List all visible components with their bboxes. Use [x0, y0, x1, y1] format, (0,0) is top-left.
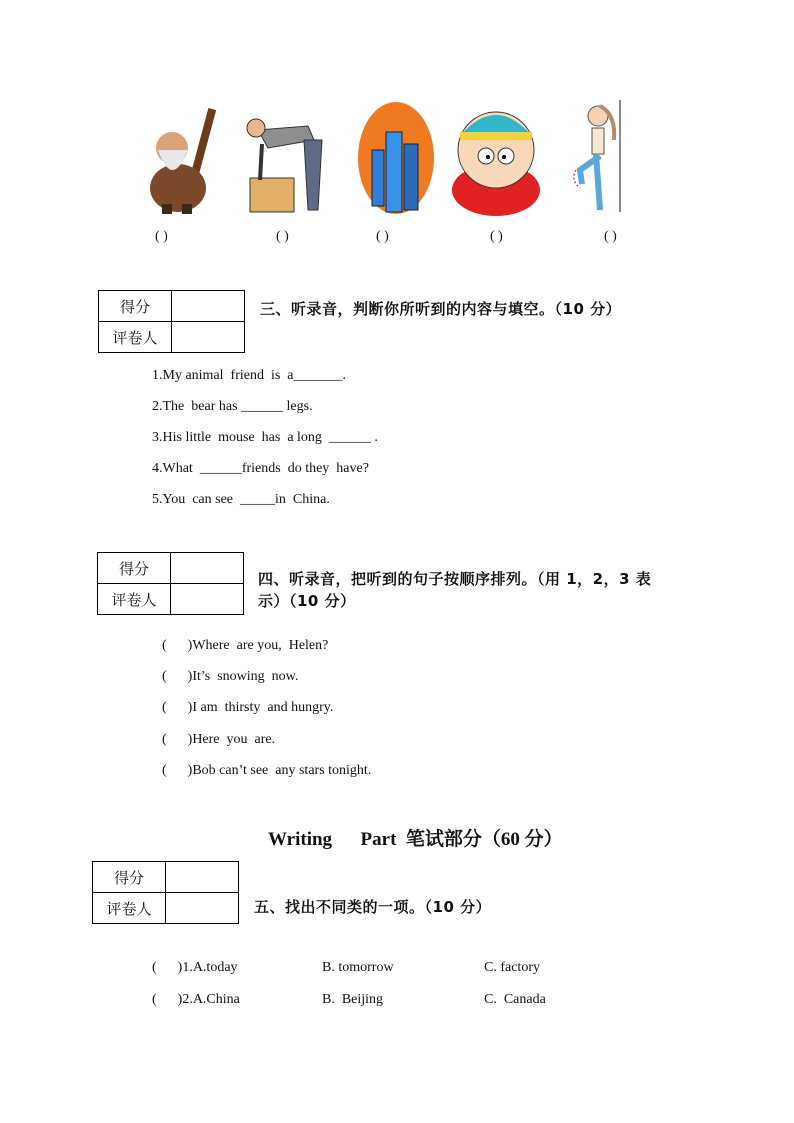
score-label: 得分: [98, 553, 171, 584]
section4-title-line1: 四、听录音，把听到的句子按顺序排列。（用 1，2，3 表: [258, 570, 652, 588]
girl-stretching-picture: [556, 100, 650, 216]
section3-item-3: 3.His little mouse has a long ______ .: [152, 430, 378, 445]
cartoon-boy-picture: [448, 100, 544, 216]
section5-title: 五、找出不同类的一项。（10 分）: [254, 898, 492, 916]
city-buildings-picture: [358, 100, 434, 216]
score-table-3: [98, 290, 245, 353]
section5-row2-option-b: B. Beijing: [322, 992, 384, 1007]
man-lifting-box-picture: [238, 100, 338, 216]
section5-row2-option-c: C. Canada: [484, 992, 546, 1007]
section3-item-5: 5.You can see _____in China.: [152, 492, 330, 507]
grader-cell[interactable]: [172, 322, 245, 353]
answer-paren-2: ( ): [276, 229, 289, 244]
section4-item-2: ( )It’s snowing now.: [162, 669, 299, 684]
grader-label: 评卷人: [98, 584, 171, 615]
grader-cell[interactable]: [166, 893, 239, 924]
section4-item-3: ( )I am thirsty and hungry.: [162, 700, 334, 715]
section3-item-1: 1.My animal friend is a_______.: [152, 368, 347, 383]
section4-title-line2: 示）（10 分）: [258, 592, 356, 610]
answer-paren-4: ( ): [490, 229, 503, 244]
section3-item-4: 4.What ______friends do they have?: [152, 461, 369, 476]
answer-paren-1: ( ): [155, 229, 168, 244]
dwarf-warrior-picture: [132, 100, 224, 216]
section4-item-4: ( )Here you are.: [162, 732, 276, 747]
score-table-5: [92, 861, 239, 924]
score-cell[interactable]: [166, 862, 239, 893]
grader-label: 评卷人: [93, 893, 166, 924]
section3-title: 三、听录音，判断你所听到的内容与填空。（10 分）: [260, 300, 622, 318]
score-label: 得分: [93, 862, 166, 893]
section5-row2-question: ( )2.A.China: [152, 992, 240, 1007]
score-table-4: [97, 552, 244, 615]
writing-part-heading: Writing Part 笔试部分（60 分）: [268, 829, 563, 850]
section4-item-5: ( )Bob can’t see any stars tonight.: [162, 763, 372, 778]
section5-row1-option-c: C. factory: [484, 960, 540, 975]
score-label: 得分: [99, 291, 172, 322]
section4-item-1: ( )Where are you, Helen?: [162, 638, 329, 653]
answer-paren-3: ( ): [376, 229, 389, 244]
score-cell[interactable]: [172, 291, 245, 322]
answer-paren-5: ( ): [604, 229, 617, 244]
section3-item-2: 2.The bear has ______ legs.: [152, 399, 313, 414]
section5-row1-question: ( )1.A.today: [152, 960, 238, 975]
grader-label: 评卷人: [99, 322, 172, 353]
score-cell[interactable]: [171, 553, 244, 584]
grader-cell[interactable]: [171, 584, 244, 615]
section5-row1-option-b: B. tomorrow: [322, 960, 394, 975]
